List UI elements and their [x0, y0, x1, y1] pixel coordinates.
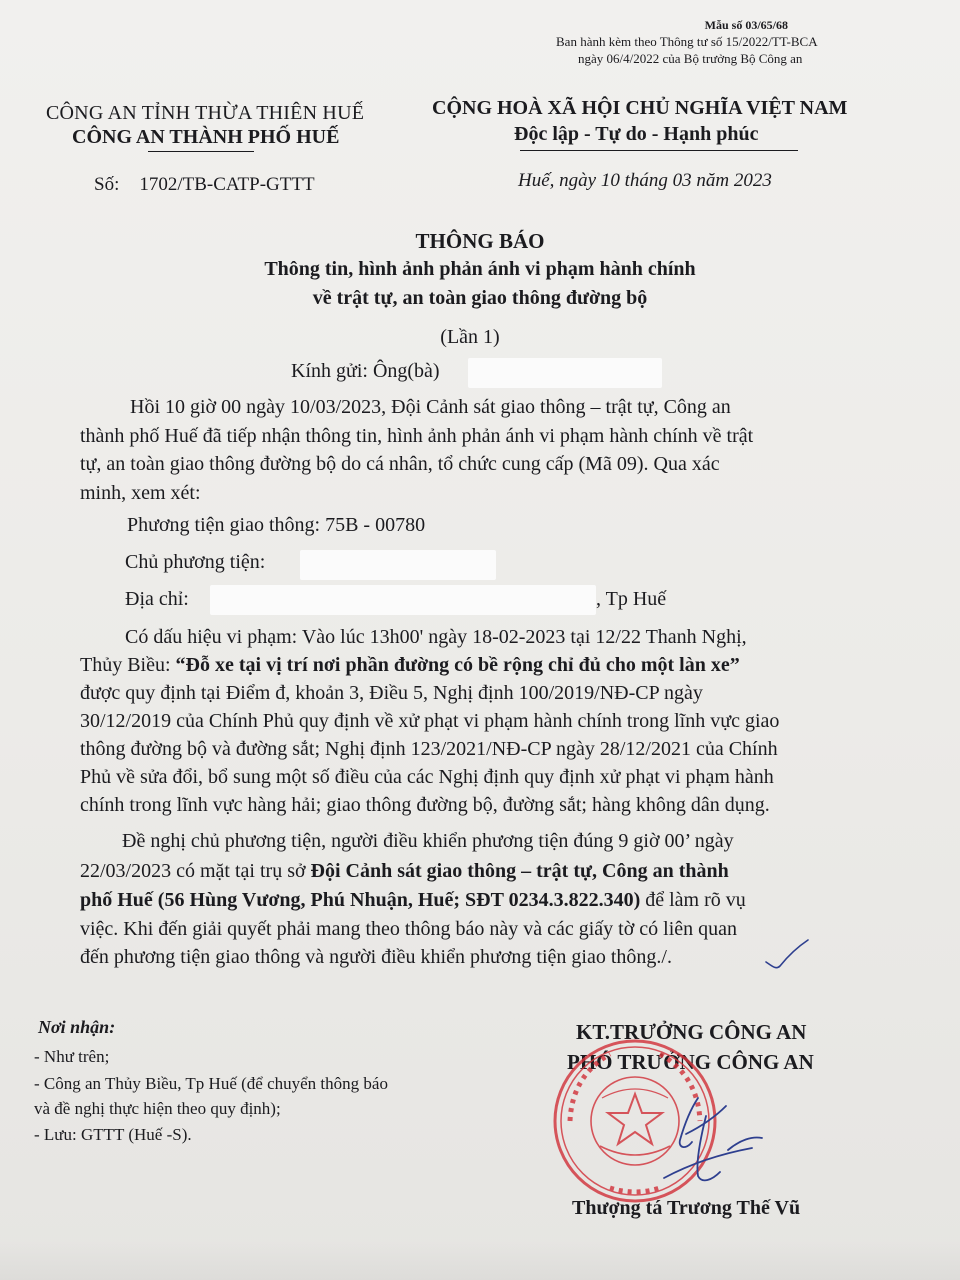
recipient-item-1: - Như trên; [34, 1047, 110, 1066]
violation-line-2 [80, 654, 740, 677]
violation-place: Thủy Biều: [80, 654, 176, 676]
doc-subtitle-1: Thông tin, hình ảnh phản ánh vi phạm hành chính [264, 258, 696, 280]
violation-description: “Đỗ xe tại vị trí nơi phần đường có bề rộng chỉ đủ cho một làn xe” [175, 654, 740, 676]
vehicle-address-label: Địa chỉ: [125, 588, 189, 610]
vehicle-address-suffix: , Tp Huế [596, 588, 667, 610]
recipient-item-3: và đề nghị thực hiện theo quy định); [34, 1099, 281, 1118]
org-parent: CÔNG AN TỈNH THỪA THIÊN HUẾ [46, 102, 365, 124]
violation-line-4: 30/12/2019 của Chính Phủ quy định về xử phạt vi phạm hành chính trong lĩnh vực giao [80, 710, 780, 732]
request-date: 22/03/2023 có mặt tại trụ sở [80, 860, 311, 882]
attempt-number: (Lần 1) [440, 326, 500, 348]
violation-line-1: Có dấu hiệu vi phạm: Vào lúc 13h00' ngày 18-02-2023 tại 12/22 Thanh Nghị, [125, 626, 747, 648]
request-line-5: đến phương tiện giao thông và người điều khiển phương tiện giao thông./. [80, 946, 672, 968]
signature-title-2: PHÓ TRƯỞNG CÔNG AN [567, 1050, 814, 1074]
vehicle-plate [127, 514, 425, 537]
org-name: CÔNG AN THÀNH PHỐ HUẾ [72, 126, 340, 148]
recipient-item-2: - Công an Thủy Biều, Tp Huế (để chuyển thông báo [34, 1074, 388, 1093]
violation-line-3: được quy định tại Điểm đ, khoản 3, Điều 5, Nghị định 100/2019/NĐ-CP ngày [80, 682, 703, 704]
intro-line-2: thành phố Huế đã tiếp nhận thông tin, hình ảnh phản ánh vi phạm hành chính về trật [80, 425, 754, 447]
request-line-3 [80, 889, 746, 912]
handwritten-signature-icon [640, 1080, 810, 1200]
nation-title: CỘNG HOÀ XÃ HỘI CHỦ NGHĨA VIỆT NAM [432, 97, 848, 119]
motto-underline [520, 150, 798, 151]
intro-line-1: Hồi 10 giờ 00 ngày 10/03/2023, Đội Cảnh sát giao thông – trật tự, Công an [130, 396, 731, 418]
nation-motto: Độc lập - Tự do - Hạnh phúc [514, 123, 759, 145]
place-date: Huế, ngày 10 tháng 03 năm 2023 [518, 170, 772, 191]
violation-line-7: chính trong lĩnh vực hàng hải; giao thông đường bộ, đường sắt; hàng không dân dụng. [80, 794, 770, 816]
salutation: Kính gửi: Ông(bà) [291, 360, 440, 382]
doc-number-value: 1702/TB-CATP-GTTT [139, 174, 315, 195]
scan-shadow [0, 1240, 960, 1280]
request-purpose: để làm rõ vụ [640, 889, 746, 911]
redaction-recipient [468, 358, 662, 388]
request-line-1: Đề nghị chủ phương tiện, người điều khiển phương tiện đúng 9 giờ 00’ ngày [122, 830, 734, 852]
vehicle-owner-label: Chủ phương tiện: [125, 551, 266, 573]
doc-number [94, 174, 315, 196]
form-issued-line-1: Ban hành kèm theo Thông tư số 15/2022/TT-BCA [556, 34, 818, 49]
signature-title-1: KT.TRƯỞNG CÔNG AN [576, 1020, 807, 1044]
doc-subtitle-2: về trật tự, an toàn giao thông đường bộ [312, 287, 648, 309]
recipient-item-4: - Lưu: GTTT (Huế -S). [34, 1125, 192, 1144]
form-issued-line-2: ngày 06/4/2022 của Bộ trưởng Bộ Công an [578, 51, 803, 66]
request-office: Đội Cảnh sát giao thông – trật tự, Công an thành [310, 860, 729, 882]
vehicle-plate-value: 75B - 00780 [325, 514, 426, 536]
intro-line-4: minh, xem xét: [80, 482, 201, 504]
signer-name: Thượng tá Trương Thế Vũ [572, 1197, 801, 1219]
redaction-owner [300, 550, 496, 580]
vehicle-plate-label: Phương tiện giao thông: [127, 514, 321, 536]
doc-title: THÔNG BÁO [415, 229, 545, 253]
doc-number-label: Số: [94, 174, 120, 195]
request-line-4: việc. Khi đến giải quyết phải mang theo thông báo này và các giấy tờ có liên quan [80, 918, 738, 940]
org-underline [148, 151, 254, 152]
request-line-2 [80, 860, 729, 883]
request-address: phố Huế (56 Hùng Vương, Phú Nhuận, Huế; SĐT 0234.3.822.340) [80, 889, 641, 911]
violation-line-6: Phủ về sửa đổi, bổ sung một số điều của các Nghị định quy định xử phạt vi phạm hành [80, 766, 774, 788]
redaction-address [210, 585, 596, 615]
initial-mark-icon [762, 936, 812, 976]
intro-line-3: tự, an toàn giao thông đường bộ do cá nhân, tổ chức cung cấp (Mã 09). Qua xác [80, 453, 720, 475]
recipients-heading: Nơi nhận: [38, 1017, 116, 1037]
form-number: Mẫu số 03/65/68 [704, 18, 788, 32]
violation-line-5: thông đường bộ và đường sắt; Nghị định 123/2021/NĐ-CP ngày 28/12/2021 của Chính [80, 738, 778, 760]
